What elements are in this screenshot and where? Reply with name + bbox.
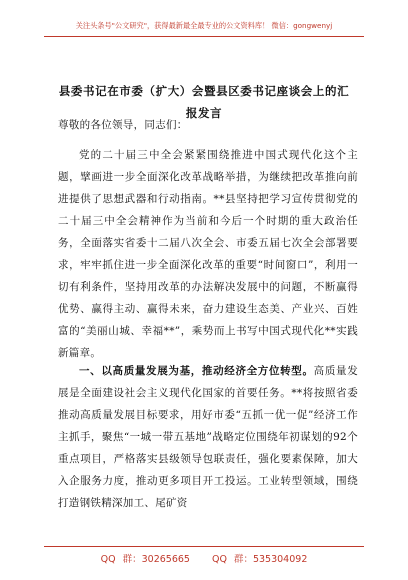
paragraph-2-heading: 一、以高质量发展为基，推动经济全方位转型。 [79,365,314,377]
paragraph-2-body: 高质量发展是全面建设社会主义现代化国家的首要任务。**将按照省委推动高质量发展目标要求，用好市委“五抓一优一促”经济工作主抓手，聚焦“一城一带五基地”战略定位围绕年初谋划的92个重点项目，严格落实县级领导包联责任，强化要素保障，加大入企服务力度，推动更多项目开工投运。工业转型领域，围绕打造钢铁精深加工、尾矿资 [58,365,358,509]
footer-divider [44,546,364,547]
footer-qq-group-1: QQ 群：30265665 [100,554,190,565]
salutation: 尊敬的各位领导，同志们： [58,119,188,131]
paragraph-2 [58,360,358,514]
header-banner: 关注头条号"公文研究"，获得最新最全最专业的公文资料库！ 微信：gongwenyj [75,21,333,30]
header-divider [44,36,364,37]
footer [0,551,408,565]
paragraph-1: 党的二十届三中全会紧紧围绕推进中国式现代化这个主题，擘画进一步全面深化改革战略举措，为继续把改革推向前进提供了思想武器和行动指南。**县坚持把学习宣传贯彻党的二十届三中全会精神作为当前和今后一个时期的重大政治任务，全面落实省委十二届八次全会、市委五届七次全会部署要求，牢牢抓住进一步全面深化改革的重要“时间窗口”，利用一切有利条件，坚持用改革的办法解决发展中的问题，不断赢得优势、赢得主动、赢得未来，奋力建设生态美、产业兴、百姓富的“美丽山城、幸福**”，乘势而上书写中国式现代化**实践新篇章。 [58,149,358,359]
footer-qq-group-2: QQ 群：535304092 [211,554,308,565]
document-title: 县委书记在市委（扩大）会暨县区委书记座谈会上的汇报发言 [58,84,350,120]
